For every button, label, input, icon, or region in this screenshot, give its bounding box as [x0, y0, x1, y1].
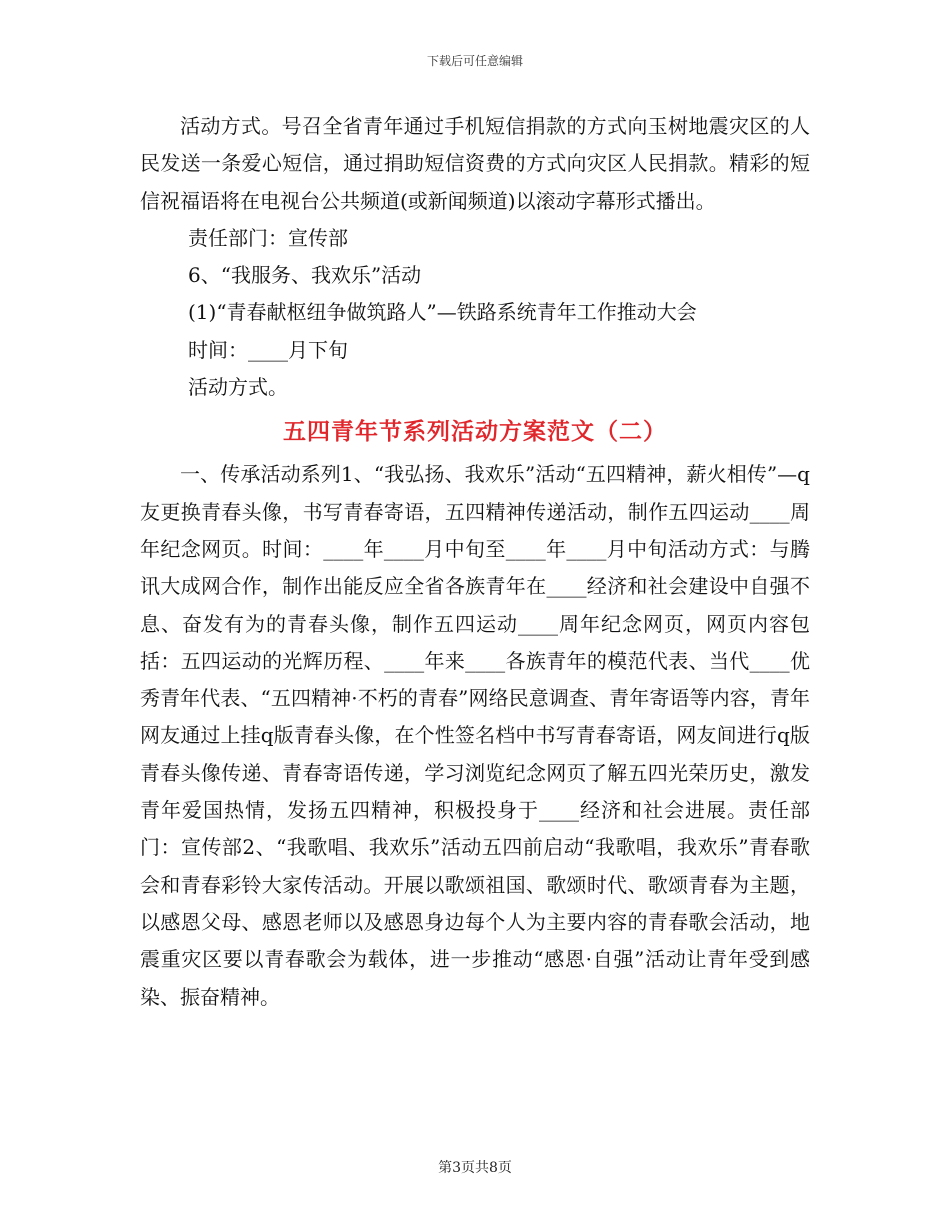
page-header-note: 下载后可任意编辑 [426, 54, 523, 68]
responsible-department-line: 责任部门：宣传部 [188, 225, 348, 250]
document-body [140, 108, 810, 1016]
item-6-method: 活动方式。 [188, 375, 288, 400]
page-number-footer: 第3页共8页 [438, 1160, 512, 1176]
section-paragraph: 一、传承活动系列1、“我弘扬、我欢乐”活动“五四精神，薪火相传”—q友更换青春头像，书写青春寄语，五四精神传递活动，制作五四运动____周年纪念网页。时间：____年____月中旬至____年____月中旬活动方式：与腾讯大成网合作，制作出能反应全省各族青年在____经济和社会建设中自强不息、奋发有为的青春头像，制作五四运动____周年纪念网页，网页内容包括：五四运动的光辉历程、____年来____各族青年的模范代表、当代____优秀青年代表、“五四精神·不朽的青春”网络民意调查、青年寄语等内容，青年网友通过上挂q版青春头像，在个性签名档中书写青春寄语，网友间进行q版青春头像传递、青春寄语传递，学习浏览纪念网页了解五四光荣历史，激发青年爱国热情，发扬五四精神，积极投身于____经济和社会进展。责任部门：宣传部2、“我歌唱、我欢乐”活动五四前启动“我歌唱，我欢乐”青春歌会和青春彩铃大家传活动。开展以歌颂祖国、歌颂时代、歌颂青春为主题，以感恩父母、感恩老师以及感恩身边每个人为主要内容的青春歌会活动，地震重灾区要以青春歌会为载体，进一步推动“感恩·自强”活动让青年受到感染、振奋精神。 [140, 462, 810, 1009]
item-6-title: 6、“我服务、我欢乐”活动 [188, 263, 422, 288]
item-6-subitem-1: (1)“青春献枢纽争做筑路人”—铁路系统青年工作推动大会 [188, 300, 697, 325]
section-heading: 五四青年节系列活动方案范文（二） [283, 418, 667, 446]
intro-paragraph: 活动方式。号召全省青年通过手机短信捐款的方式向玉树地震灾区的人民发送一条爱心短信，通过捐助短信资费的方式向灾区人民捐款。精彩的短信祝福语将在电视台公共频道(或新闻频道)以滚动字幕形式播出。 [140, 114, 810, 213]
item-6-time: 时间：____月下旬 [188, 337, 348, 362]
